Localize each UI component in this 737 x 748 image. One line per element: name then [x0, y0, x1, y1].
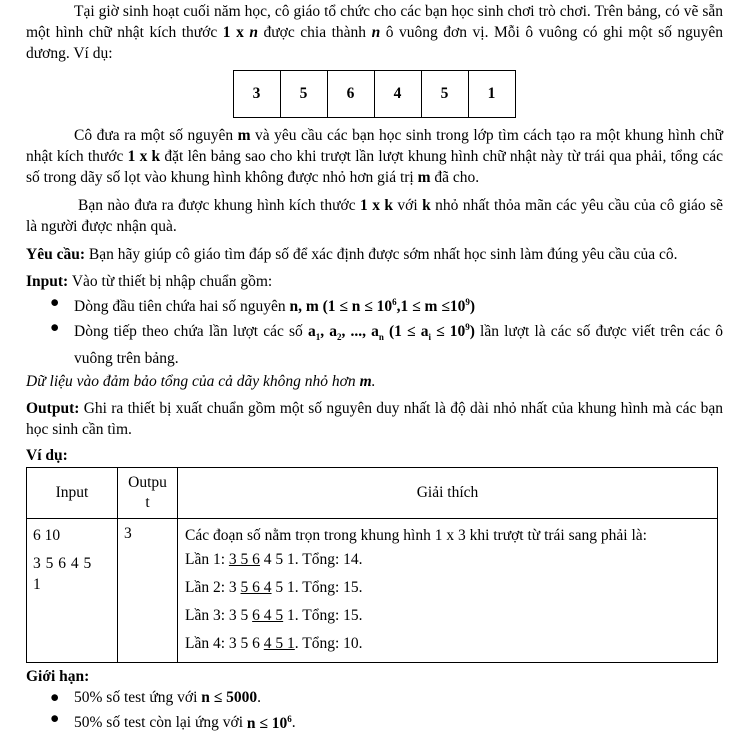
- window-underline: 4 5 1: [263, 635, 295, 653]
- input-heading: [26, 271, 723, 292]
- requirement-label: Yêu cầu:: [26, 246, 85, 263]
- input-line-2: 3 5 6 4 5 1: [33, 555, 92, 594]
- explain-step: Lần 2: 3 5 6 4 5 1. Tổng: 15.: [185, 579, 363, 597]
- limits-bullet-2: ● 50% số test còn lại ứng với $n \le 10^6$.: [50, 710, 296, 732]
- explain-step: Lần 1: 3 5 6 4 5 1. Tổng: 14.: [185, 551, 363, 569]
- intro-paragraph-3: Bạn nào đưa ra được khung hình kích thước 1 x k với k nhỏ nhất thỏa mãn các yêu cầu của cô giáo sẽ là người được nhận quà.: [26, 197, 723, 235]
- explain-intro: Các đoạn số nằm trọn trong khung hình 1 x 3 khi trượt từ trái sang phải là:: [185, 527, 647, 545]
- window-underline: 5 6 4: [240, 579, 272, 597]
- bullet-icon: ●: [50, 710, 60, 728]
- input-bullet-2: ● Dòng tiếp theo chứa lần lượt các số $a_1$, $a_2$, ..., $a_n$ $(1 \le a_i \le 10^9)$ lần lượt là các số được viết trên các ô vuông trên bảng.: [50, 319, 723, 368]
- bullet-icon: ●: [50, 319, 60, 337]
- requirement-text: Bạn hãy giúp cô giáo tìm đáp số để xác định được sớm nhất học sinh làm đúng yêu cầu của cô.: [84, 246, 678, 263]
- cell: 3: [233, 70, 281, 118]
- n-var: n: [371, 24, 381, 41]
- input-cell: [27, 519, 118, 663]
- explain-step: Lần 3: 3 5 6 4 5 1. Tổng: 15.: [185, 607, 363, 625]
- window-underline: 3 5 6: [228, 551, 260, 569]
- table-header-row: [27, 468, 718, 519]
- cell: 5: [421, 70, 469, 118]
- bullet-icon: ●: [50, 294, 60, 311]
- output-label: Output:: [26, 400, 80, 418]
- input-bullets: [26, 292, 723, 369]
- limits-bullet-1: ● 50% số test ứng với n ≤ 5000.: [50, 689, 262, 707]
- intro-text-1a: Tại giờ sinh hoạt cuối năm học, cô giáo tổ chức cho các bạn học sinh chơi trò chơi. Trên bảng, có vẽ sẵn một hình chữ nhật kích thước: [26, 3, 723, 41]
- input-note: Dữ liệu vào đảm bảo tổng của cả dãy không nhỏ hơn m.: [26, 373, 376, 391]
- intro-paragraph-1: [26, 1, 723, 64]
- output-text: Ghi ra thiết bị xuất chuẩn gồm một số nguyên duy nhất là độ dài nhỏ nhất của khung hình mà các bạn học sinh cần tìm.: [26, 400, 723, 439]
- example-label: Ví dụ:: [26, 447, 68, 465]
- input-line-1: 6 10: [33, 527, 61, 545]
- limits-heading: [26, 666, 723, 687]
- limits-bullets: [26, 687, 723, 733]
- header-explain: Giải thích: [178, 468, 718, 519]
- output-paragraph: [26, 398, 723, 440]
- explain-cell: [178, 519, 718, 663]
- example-heading: [26, 445, 723, 466]
- problem-page: [0, 1, 737, 748]
- cell: 6: [327, 70, 375, 118]
- input-label: Input:: [26, 273, 69, 290]
- header-input: Input: [27, 468, 118, 519]
- bullet-icon: ●: [50, 689, 60, 707]
- cell: 5: [280, 70, 328, 118]
- example-cells-row: [26, 70, 723, 118]
- cell: 4: [374, 70, 422, 118]
- intro-text-1c: ô vuông đơn vị. Mỗi ô vuông có ghi một số nguyên dương. Ví dụ:: [26, 24, 724, 62]
- intro-paragraph-2: Cô đưa ra một số nguyên m và yêu cầu các bạn học sinh trong lớp tìm cách tạo ra một khung hình chữ nhật kích thước 1 x k đặt lên bảng sao cho khi trượt lần lượt khung hình chữ nhật này từ trái qua phải, tổng các số trong dãy số lọt vào khung hình không được nhỏ hơn giá trị m đã cho.: [26, 127, 723, 186]
- table-row: [27, 519, 718, 663]
- explain-step: Lần 4: 3 5 6 4 5 1. Tổng: 10.: [185, 635, 363, 653]
- window-underline: 6 4 5: [252, 607, 284, 625]
- input-text: Vào từ thiết bị nhập chuẩn gồm:: [68, 273, 273, 290]
- requirement-paragraph: [26, 244, 723, 265]
- example-table: [26, 467, 718, 663]
- header-output: Outpu t: [118, 468, 178, 519]
- dim-1xn: 1 x n: [222, 24, 258, 41]
- output-cell: 3: [118, 519, 178, 663]
- intro-text-1b: được chia thành: [257, 24, 372, 41]
- cell: 1: [468, 70, 516, 118]
- limits-label: Giới hạn:: [26, 668, 90, 686]
- input-bullet-1: ● Dòng đầu tiên chứa hai số nguyên n, m $(1 \le n \le 10^6,1 \le m \le 10^9)$: [50, 294, 476, 316]
